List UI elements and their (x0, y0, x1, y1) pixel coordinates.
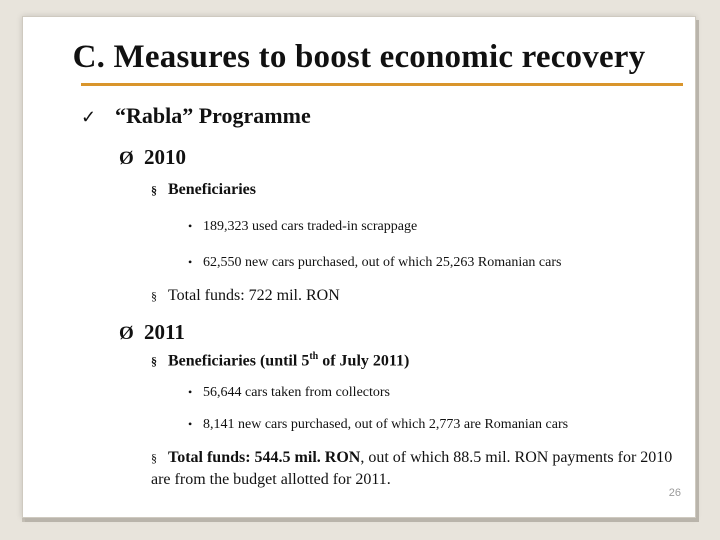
slide-title: C. Measures to boost economic recovery (72, 39, 646, 75)
arrow-bullet-icon: Ø (119, 148, 134, 169)
dot-bullet-icon: • (188, 255, 193, 269)
list-item-text: 8,141 new cars purchased, out of which 2,773 are Romanian cars (203, 417, 569, 432)
list-item-text: 62,550 new cars purchased, out of which 25,263 Romanian cars (203, 255, 562, 270)
list-item-text: 56,644 cars taken from collectors (203, 385, 390, 400)
title-underline (81, 83, 683, 86)
beneficiaries-2010 (151, 181, 256, 199)
total-funds-2011 (151, 447, 681, 490)
program-label: “Rabla” Programme (115, 103, 311, 128)
section-bullet-icon: § (151, 183, 157, 197)
total-funds-2010-text: Total funds: 722 mil. RON (168, 287, 340, 304)
section-bullet-icon: § (151, 354, 157, 369)
year-2011-heading (119, 320, 185, 345)
dot-bullet-icon: • (188, 219, 193, 233)
page-number: 26 (668, 487, 681, 499)
total-funds-2011-bold: Total funds: 544.5 mil. RON (168, 449, 361, 466)
total-funds-2011-text: , out of which 88.5 mil. RON payments for 2010 are from the budget allotted for 2011. (151, 449, 673, 488)
beneficiaries-2011-suffix: of July 2011) (318, 352, 410, 370)
arrow-bullet-icon: Ø (119, 323, 134, 344)
year-2010-heading (119, 145, 186, 170)
beneficiaries-2011-sup: th (309, 351, 319, 362)
list-item (188, 417, 568, 433)
list-item (188, 385, 390, 401)
total-funds-2010 (151, 287, 340, 305)
beneficiaries-2011-prefix: Beneficiaries (until 5 (168, 352, 310, 370)
year-2011-label: 2011 (144, 320, 185, 344)
slide (22, 16, 696, 518)
dot-bullet-icon: • (188, 385, 193, 399)
section-bullet-icon: § (151, 289, 157, 303)
checkmark-icon: ✓ (81, 107, 97, 127)
year-2010-label: 2010 (144, 145, 186, 169)
beneficiaries-2011 (151, 351, 409, 370)
section-bullet-icon: § (151, 451, 157, 465)
list-item-text: 189,323 used cars traded-in scrappage (203, 219, 418, 234)
list-item (188, 255, 561, 271)
beneficiaries-2010-label: Beneficiaries (168, 181, 256, 198)
dot-bullet-icon: • (188, 417, 193, 431)
list-item (188, 219, 417, 235)
program-heading (81, 103, 311, 129)
